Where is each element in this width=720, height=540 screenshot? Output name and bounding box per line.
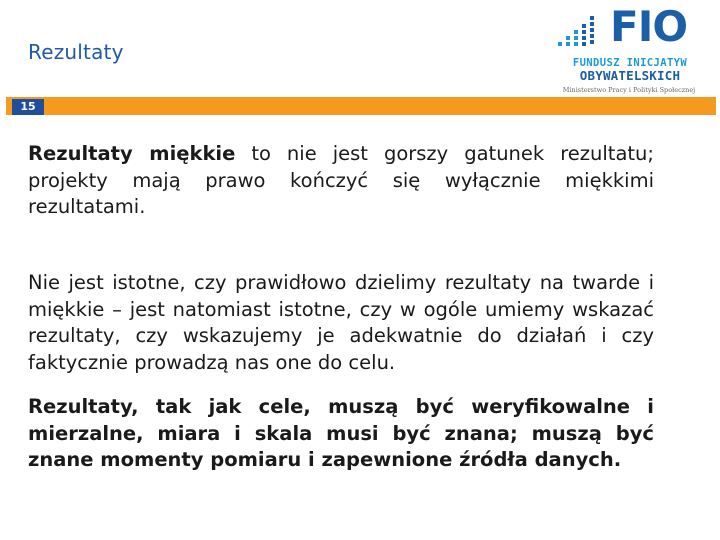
slide-title: Rezultaty [28,40,124,64]
slide-number: 15 [12,99,44,115]
logo-ministry: Ministerstwo Pracy i Polityki Społecznej [562,86,696,94]
fio-logo [556,2,702,96]
paragraph-1-text: to nie jest gorszy gatunek rezultatu; projekty mają prawo kończyć się wyłącznie miękkimi rezultatami. [28,142,654,218]
paragraph-3: Rezultaty, tak jak cele, muszą być weryfikowalne i mierzalne, miara i skala musi być znana; muszą być znane momenty pomiaru i zapewnione źródła danych. [28,395,654,471]
dot-matrix-icon [556,12,600,52]
logo-line-1: FUNDUSZ INICJATYW [572,57,688,69]
slide-number-bar [6,97,716,115]
logo-line-2: OBYWATELSKICH [579,68,681,83]
logo-wordmark: FIO [610,2,688,51]
paragraph-1-bold: Rezultaty miękkie [28,142,236,165]
paragraph-2: Nie jest istotne, czy prawidłowo dzielimy rezultaty na twarde i miękkie – jest natomiast istotne, czy w ogóle umiemy wskazać rezultaty, czy wskazujemy je adekwatnie do działań i czy faktycznie prowadzą nas one do celu. [28,271,654,374]
paragraph-1 [28,141,654,221]
